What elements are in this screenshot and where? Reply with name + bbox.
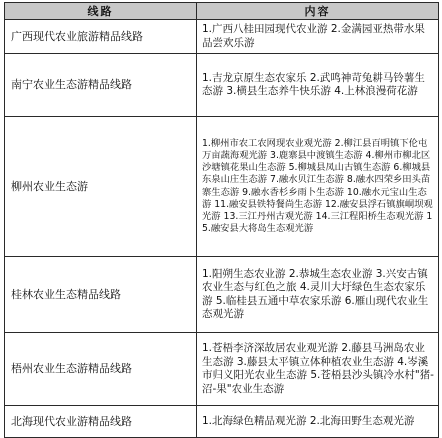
table-header-row bbox=[5, 3, 439, 20]
table-row bbox=[5, 333, 439, 406]
table-row bbox=[5, 406, 439, 438]
route-name-cell: 广西现代农业旅游精品线路 bbox=[5, 20, 197, 54]
route-name-cell: 北海现代农业游精品线路 bbox=[5, 406, 197, 438]
route-content-cell: 1.柳州市农工农网现农业观光游 2.柳江县百明镇下伦屯万亩蔬海观光游 3.鹿寨县中渡镇生态游 4.柳州市柳北区沙塘镇花果山生态游 5.柳城县凤山古镇生态游 6.柳城县东泉山庄生态游 7.融水贝江生态游 8.融水四荣乡田头苗寨生态游 9.融水香杉乡雨卜生态游 10.融水元宝山生态游 11.融安县铁特餐尚生态游 12.融安县浮石镇旗峒坝观光游 13.三江丹州古观光游 14.三江程阳桥生态观光游 15.融安县大将岛生态观光游 bbox=[197, 117, 439, 257]
route-content-cell: 1.北海绿色精品观光游 2.北海田野生态观光游 bbox=[197, 406, 439, 438]
table-row bbox=[5, 117, 439, 257]
route-name-cell: 桂林农业生态精品线路 bbox=[5, 257, 197, 333]
table-row bbox=[5, 20, 439, 54]
route-content-cell: 1.阳朔生态农业游 2.恭城生态农业游 3.兴安古镇农业生态与红色之旅 4.灵川大圩绿色生态农家乐游 5.临桂县五通中草农家乐游 6.雁山现代农业生态观光游 bbox=[197, 257, 439, 333]
route-name-cell: 柳州农业生态游 bbox=[5, 117, 197, 257]
route-content-cell: 1.吉龙京原生态农家乐 2.武鸣神苛兔耕马铃薯生态游 3.横县生态养牛快乐游 4.上林浪漫荷花游 bbox=[197, 54, 439, 117]
route-column-header: 线路 bbox=[5, 3, 197, 20]
route-name-cell: 南宁农业生态游精品线路 bbox=[5, 54, 197, 117]
route-name-cell: 梧州农业生态游精品线路 bbox=[5, 333, 197, 406]
table-row bbox=[5, 54, 439, 117]
route-content-cell: 1.广西八桂田园现代农业游 2.金满园亚热带水果品尝欢乐游 bbox=[197, 20, 439, 54]
route-content-cell: 1.苍梧李济深故居农业观光游 2.藤县马洲岛农业生态游 3.藤县太平镇立体种植农业生态游 4.岑溪市归义阳光农业生态游 5.苍梧县沙头镇冷水村"猪-沼-果"农业生态游 bbox=[197, 333, 439, 406]
table-row bbox=[5, 257, 439, 333]
tourism-routes-table bbox=[4, 2, 439, 438]
content-column-header: 内容 bbox=[197, 3, 439, 20]
